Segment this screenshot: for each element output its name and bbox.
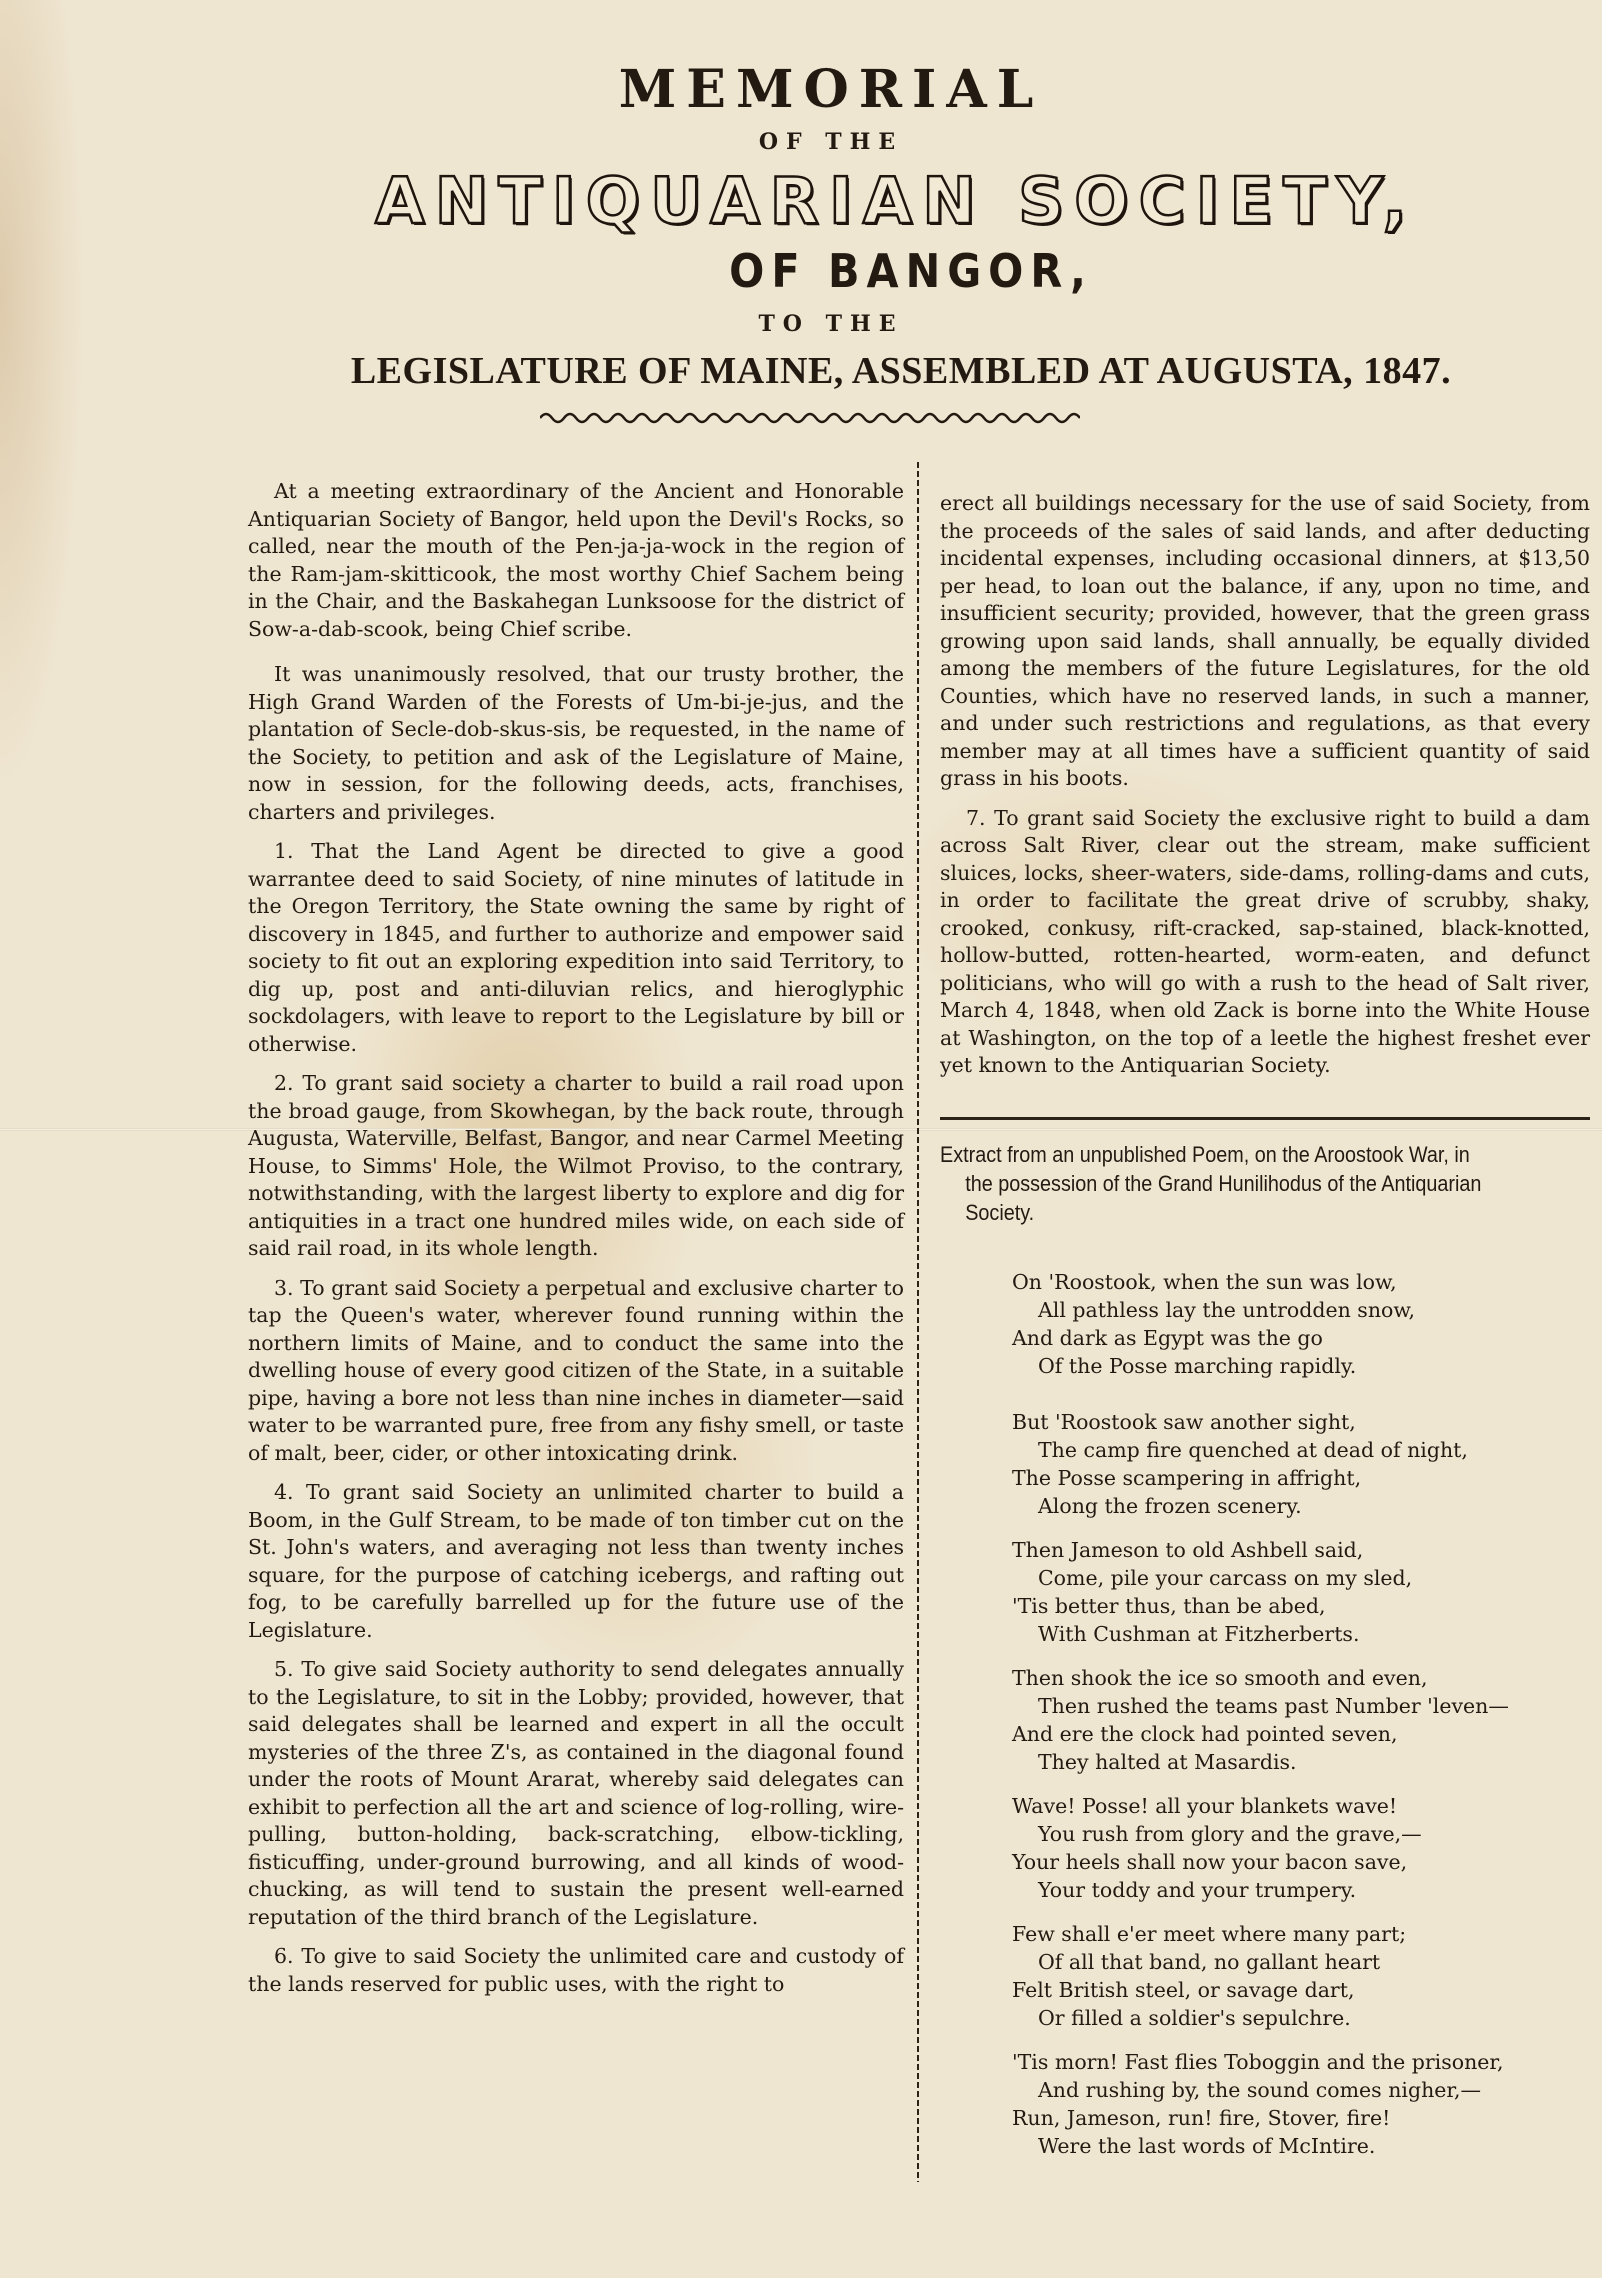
masthead bbox=[0, 60, 1602, 426]
resolution-paragraph: It was unanimously resolved, that our trusty brother, the High Grand Warden of the Forests of Um-bi-je-jus, and the plantation of Secle-dob-skus-sis, be requested, in the name of the Society, to petition and ask of the Legislature of Maine, now in session, for the following deeds, acts, franchises, charters and privileges. bbox=[248, 662, 904, 824]
poem-line: The Posse scampering in affright, bbox=[1012, 1466, 1362, 1490]
left-column bbox=[248, 478, 904, 2010]
poem-heading-line: Society. bbox=[965, 1200, 1035, 1225]
poem-line: 'Tis morn! Fast flies Toboggin and the prisoner, bbox=[1012, 2050, 1504, 2074]
poem-heading bbox=[940, 1140, 1590, 1227]
article-1: 1. That the Land Agent be directed to give a good warrantee deed to said Society, of nine minutes of latitude in the Oregon Territory, the State owning the same by right of discovery in 1845, and further to authorize and empower said society to fit out an exploring expedition into said Territory, to dig up, post and anti-diluvian relics, and hieroglyphic sockdolagers, with leave to report to the Legislature by bill or otherwise. bbox=[248, 839, 904, 1056]
poem-line: Wave! Posse! all your blankets wave! bbox=[1012, 1794, 1398, 1818]
title-legislature: LEGISLATURE OF MAINE, ASSEMBLED AT AUGUSTA, 1847. bbox=[350, 350, 1452, 392]
article-6: 6. To give to said Society the unlimited care and custody of the lands reserved for public uses, with the right to bbox=[248, 1944, 904, 1996]
poem-stanza bbox=[1012, 1268, 1582, 1380]
article-2: 2. To grant said society a charter to build a rail road upon the broad gauge, from Skowhegan, by the back route, through Augusta, Waterville, Belfast, Bangor, and near Carmel Meeting House, to Simms' Hole, the Wilmot Proviso, to the contrary, notwithstanding, with the largest liberty to explore and dig for antiquities in a tract one hundred miles wide, on each side of said rail road, in its whole length. bbox=[248, 1071, 904, 1260]
poem-line: Along the frozen scenery. bbox=[1038, 1494, 1302, 1518]
poem-line: On 'Roostook, when the sun was low, bbox=[1012, 1270, 1397, 1294]
title-memorial: MEMORIAL bbox=[618, 59, 1044, 120]
poem-heading-line: Extract from an unpublished Poem, on the Aroostook War, in bbox=[940, 1142, 1470, 1167]
poem-stanza bbox=[1012, 1792, 1582, 1904]
poem-line: Your toddy and your trumpery. bbox=[1038, 1878, 1357, 1902]
poem-line: Come, pile your carcass on my sled, bbox=[1038, 1566, 1413, 1590]
article-3: 3. To grant said Society a perpetual and exclusive charter to tap the Queen's water, wherever found running within the northern limits of Maine, and to conduct the same into the dwelling house of every good citizen of the State, in a suitable pipe, having a bore not less than nine inches in diameter—said water to be warranted pure, free from any fishy smell, or taste of malt, beer, cider, or other intoxicating drink. bbox=[248, 1275, 904, 1465]
poem-line: All pathless lay the untrodden snow, bbox=[1038, 1298, 1416, 1322]
poem-stanza bbox=[1012, 1536, 1582, 1648]
poem-stanza bbox=[1012, 1920, 1582, 2032]
poem-line: Then rushed the teams past Number 'leven— bbox=[1038, 1694, 1509, 1718]
poem-line: And ere the clock had pointed seven, bbox=[1012, 1722, 1398, 1746]
poem-line: Your heels shall now your bacon save, bbox=[1012, 1850, 1408, 1874]
poem-stanza bbox=[1012, 2048, 1582, 2160]
poem-line: Of all that band, no gallant heart bbox=[1038, 1950, 1381, 1974]
poem-line: With Cushman at Fitzherberts. bbox=[1038, 1622, 1360, 1646]
poem-line: Of the Posse marching rapidly. bbox=[1038, 1354, 1357, 1378]
poem-line: You rush from glory and the grave,— bbox=[1038, 1822, 1422, 1846]
intro-paragraph: At a meeting extraordinary of the Ancient and Honorable Antiquarian Society of Bangor, held upon the Devil's Rocks, so called, near the mouth of the Pen-ja-ja-wock in the region of the Ram-jam-skitticook, the most worthy Chief Sachem being in the Chair, and the Baskahegan Lunksoose for the district of Sow-a-dab-scook, being Chief scribe. bbox=[248, 479, 904, 641]
title-to-the: TO THE bbox=[758, 311, 904, 337]
title-of-the: OF THE bbox=[758, 129, 904, 155]
wavy-divider bbox=[540, 410, 1080, 426]
article-7: 7. To grant said Society the exclusive right to build a dam across Salt River, clear out the stream, make sufficient sluices, locks, sheer-waters, side-dams, rolling-dams and cuts, in order to facilitate the great drive of scrubby, shaky, crooked, conkusy, rift-cracked, sap-stained, black-knotted, hollow-butted, rotten-hearted, worm-eaten, and defunct politicians, who will go with a rush to the head of Salt river, March 4, 1848, when old Zack is borne into the White House at Washington, on the top of a leetle the highest freshet ever yet known to the Antiquarian Society. bbox=[940, 805, 1590, 1077]
poem-stanza bbox=[1012, 1408, 1582, 1520]
poem-line: Then shook the ice so smooth and even, bbox=[1012, 1666, 1428, 1690]
poem-line: And rushing by, the sound comes nigher,— bbox=[1038, 2078, 1481, 2102]
title-antiquarian-society: ANTIQUARIAN SOCIETY, bbox=[375, 165, 1417, 239]
poem-line: But 'Roostook saw another sight, bbox=[1012, 1410, 1356, 1434]
right-column bbox=[940, 490, 1590, 1092]
article-6-continued: erect all buildings necessary for the use of said Society, from the proceeds of the sales of said lands, and after deducting incidental expenses, including occasional dinners, at $13,50 per head, to loan out the balance, if any, upon no time, and insufficient security; provided, however, that the green grass growing upon said lands, shall annually, be equally divided among the members of the future Legislatures, for the old Counties, which have no reserved lands, in such a manner, and under such restrictions and regulations, as that every member may at all times have a sufficient quantity of said grass in his boots. bbox=[940, 491, 1590, 790]
poem-line: Felt British steel, or savage dart, bbox=[1012, 1978, 1355, 2002]
article-5: 5. To give said Society authority to send delegates annually to the Legislature, to sit in the Lobby; provided, however, that said delegates shall be learned and expert in all the occult mysteries of the three Z's, as contained in the diagonal found under the roots of Mount Ararat, whereby said delegates can exhibit to perfection all the art and science of log-rolling, wire-pulling, button-holding, back-scratching, elbow-tickling, fisticuffing, under-ground burrowing, and all kinds of wood-chucking, as will tend to sustain the present well-earned reputation of the third branch of the Legislature. bbox=[248, 1657, 904, 1929]
poem-heading-line: the possession of the Grand Hunilihodus of the Antiquarian bbox=[965, 1171, 1482, 1196]
column-divider bbox=[913, 462, 923, 2182]
poem-line: Were the last words of McIntire. bbox=[1038, 2134, 1376, 2158]
poem-line: Then Jameson to old Ashbell said, bbox=[1012, 1538, 1364, 1562]
poem-line: Or filled a soldier's sepulchre. bbox=[1038, 2006, 1351, 2030]
poem bbox=[1012, 1268, 1582, 2176]
poem-line: The camp fire quenched at dead of night, bbox=[1038, 1438, 1468, 1462]
poem-line: They halted at Masardis. bbox=[1038, 1750, 1297, 1774]
article-4: 4. To grant said Society an unlimited charter to build a Boom, in the Gulf Stream, to be made of ton timber cut on the St. John's waters, and averaging not less than twenty inches square, for the purpose of catching icebergs, and rafting out fog, to be carefully barrelled up for the future use of the Legislature. bbox=[248, 1480, 904, 1642]
title-of-bangor: OF BANGOR, bbox=[729, 244, 1093, 298]
poem-line: 'Tis better thus, than be abed, bbox=[1012, 1594, 1326, 1618]
poem-line: And dark as Egypt was the go bbox=[1012, 1326, 1323, 1350]
poem-stanza bbox=[1012, 1664, 1582, 1776]
poem-line: Few shall e'er meet where many part; bbox=[1012, 1922, 1407, 1946]
poem-line: Run, Jameson, run! fire, Stover, fire! bbox=[1012, 2106, 1391, 2130]
section-rule bbox=[940, 1117, 1590, 1120]
